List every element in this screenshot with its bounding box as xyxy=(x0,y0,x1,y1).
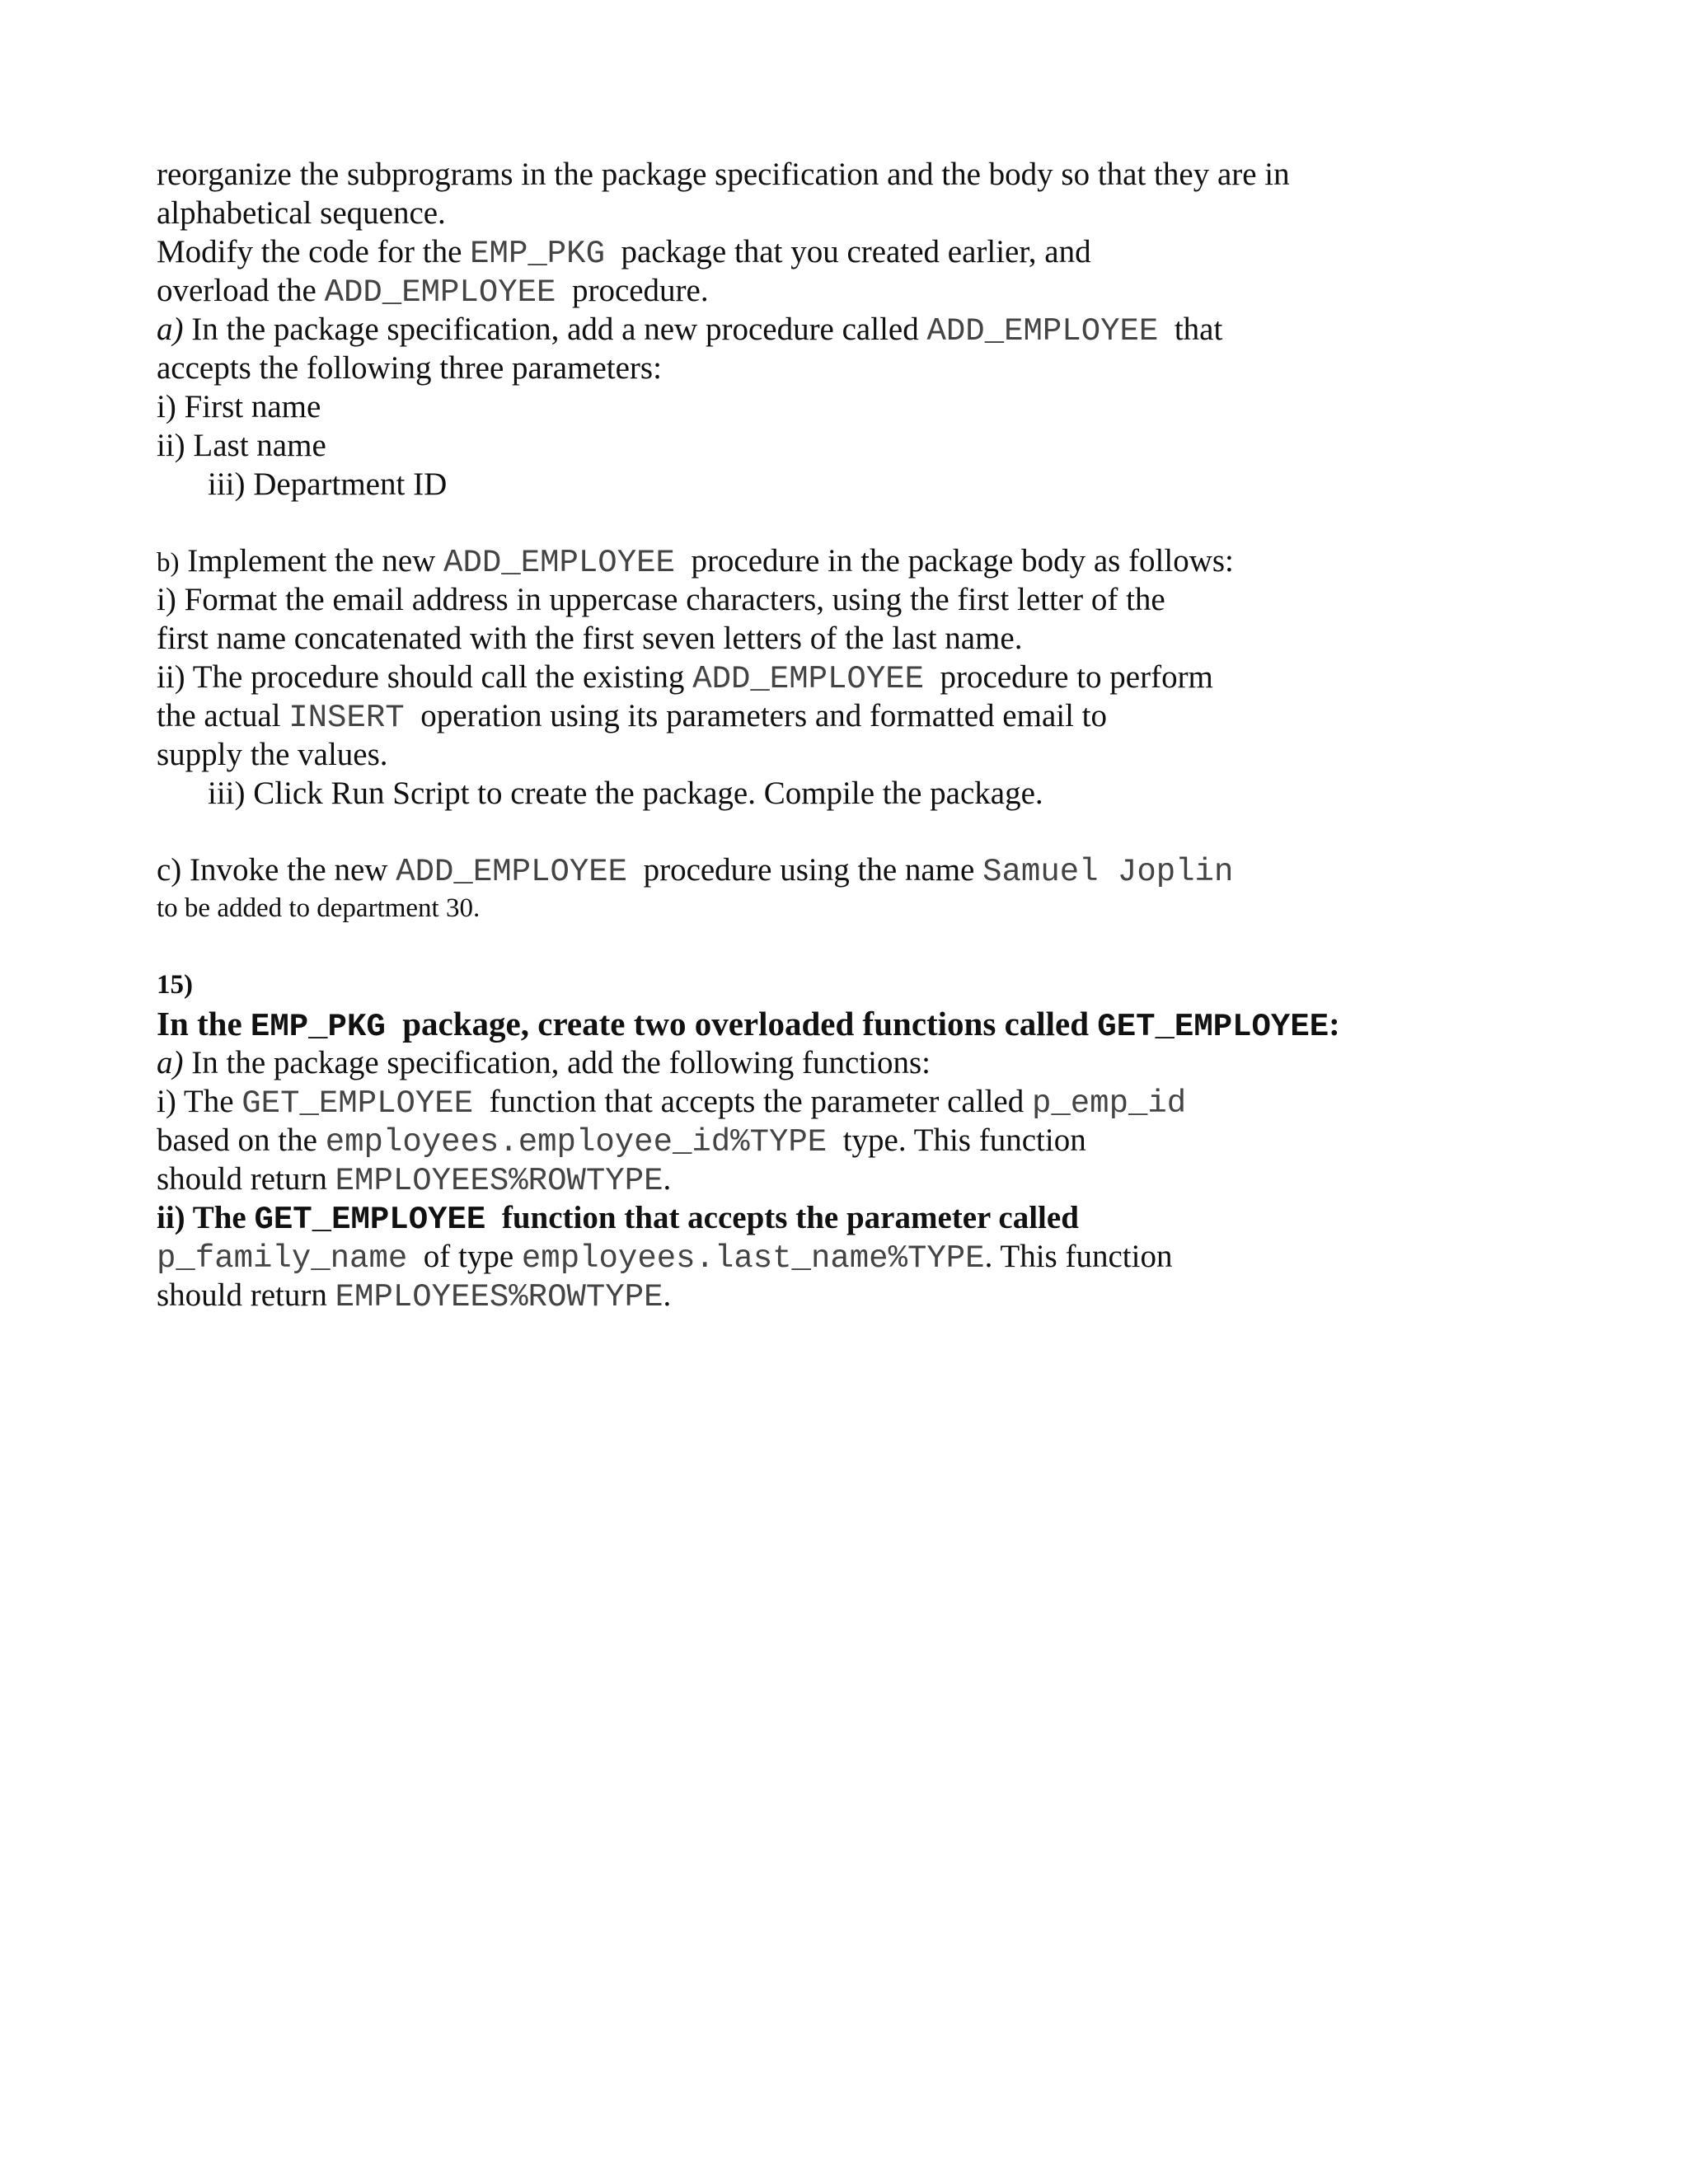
code-rowtype: EMPLOYEES%ROWTYPE xyxy=(335,1279,663,1315)
spacer xyxy=(157,813,1624,851)
text: type. This function xyxy=(827,1122,1086,1158)
text-line: to be added to department 30. xyxy=(157,893,481,923)
list-item: i) First name xyxy=(157,389,321,424)
spacer xyxy=(157,504,1624,541)
text-line xyxy=(157,1237,1624,1276)
text: . xyxy=(663,1161,672,1197)
code-function-name: GET_EMPLOYEE xyxy=(241,1085,474,1122)
text: procedure to perform xyxy=(924,659,1213,695)
code-rowtype: EMPLOYEES%ROWTYPE xyxy=(335,1163,663,1199)
section-heading xyxy=(157,1005,1624,1043)
text-line: accepts the following three parameters: xyxy=(157,350,662,386)
text-line: reorganize the subprograms in the package specification and the body so that they are in xyxy=(157,157,1290,192)
text: should return xyxy=(157,1277,335,1313)
code-procedure-name: ADD_EMPLOYEE xyxy=(443,545,675,581)
text: In the package specification, add the following functions: xyxy=(183,1045,931,1080)
text-line xyxy=(157,1198,1624,1237)
text-line xyxy=(157,232,1624,271)
text: of type xyxy=(407,1239,522,1274)
text: ii) The procedure should call the existing xyxy=(157,659,693,695)
code-type: employees.employee_id%TYPE xyxy=(325,1124,828,1160)
text: the actual xyxy=(157,698,289,733)
text-line xyxy=(157,851,1624,889)
text: Modify the code for the xyxy=(157,234,471,269)
text: should return xyxy=(157,1161,335,1197)
code-procedure-name: ADD_EMPLOYEE xyxy=(692,661,925,697)
text-line xyxy=(157,1121,1624,1160)
document-body xyxy=(157,155,1624,1315)
text: overload the xyxy=(157,273,325,308)
text: package, create two overloaded functions called xyxy=(385,1005,1098,1043)
text-line: i) Format the email address in uppercase characters, using the first letter of the xyxy=(157,582,1165,617)
text-line: alphabetical sequence. xyxy=(157,195,446,231)
code-parameter-name: p_family_name xyxy=(157,1240,408,1277)
text: function that accepts the parameter called xyxy=(473,1084,1032,1119)
code-procedure-name: ADD_EMPLOYEE xyxy=(324,274,556,311)
text: procedure. xyxy=(556,273,709,308)
list-item: iii) Click Run Script to create the package. Compile the package. xyxy=(208,776,1043,811)
text-line xyxy=(157,1082,1624,1121)
list-item: ii) Last name xyxy=(157,428,326,463)
code-function-name: GET_EMPLOYEE xyxy=(1097,1009,1329,1045)
text: function that accepts the parameter called xyxy=(485,1200,1079,1235)
text: In the package specification, add a new procedure called xyxy=(183,312,927,347)
text-line xyxy=(157,271,1624,310)
code-type: employees.last_name%TYPE xyxy=(521,1240,985,1277)
text: based on the xyxy=(157,1122,326,1158)
item-label: a) xyxy=(157,312,184,347)
text-line xyxy=(157,310,1624,349)
text-line xyxy=(157,1160,1624,1198)
text: ii) The xyxy=(157,1200,255,1235)
code-procedure-name: ADD_EMPLOYEE xyxy=(926,313,1159,349)
text: operation using its parameters and formatted email to xyxy=(404,698,1108,733)
item-label: a) xyxy=(157,1045,184,1080)
code-keyword: INSERT xyxy=(288,700,405,736)
text-line xyxy=(157,541,1624,580)
text-line xyxy=(157,1043,1624,1082)
text: c) Invoke the new xyxy=(157,852,396,888)
text-line: first name concatenated with the first seven letters of the last name. xyxy=(157,621,1023,656)
section-number: 15) xyxy=(157,970,193,1000)
item-label: b) xyxy=(157,548,180,578)
text: procedure in the package body as follows: xyxy=(674,543,1234,579)
text-line xyxy=(157,658,1624,696)
code-procedure-name: ADD_EMPLOYEE xyxy=(396,854,628,890)
spacer xyxy=(157,928,1624,966)
list-item: iii) Department ID xyxy=(208,466,448,502)
text: . xyxy=(663,1277,672,1313)
text-line xyxy=(157,696,1624,735)
text-line xyxy=(157,1276,1624,1315)
code-package-name: EMP_PKG xyxy=(250,1009,386,1045)
text: . This function xyxy=(984,1239,1173,1274)
code-function-name: GET_EMPLOYEE xyxy=(254,1202,486,1238)
code-employee-name: Samuel Joplin xyxy=(982,854,1234,890)
text: : xyxy=(1329,1005,1340,1043)
text: that xyxy=(1158,312,1223,347)
text-line: supply the values. xyxy=(157,737,388,772)
text: package that you created earlier, and xyxy=(604,234,1091,269)
text: Implement the new xyxy=(179,543,444,579)
text: procedure using the name xyxy=(627,852,983,888)
code-package-name: EMP_PKG xyxy=(470,236,605,272)
text: In the xyxy=(157,1005,251,1043)
text: i) The xyxy=(157,1084,242,1119)
code-parameter-name: p_emp_id xyxy=(1031,1085,1187,1122)
